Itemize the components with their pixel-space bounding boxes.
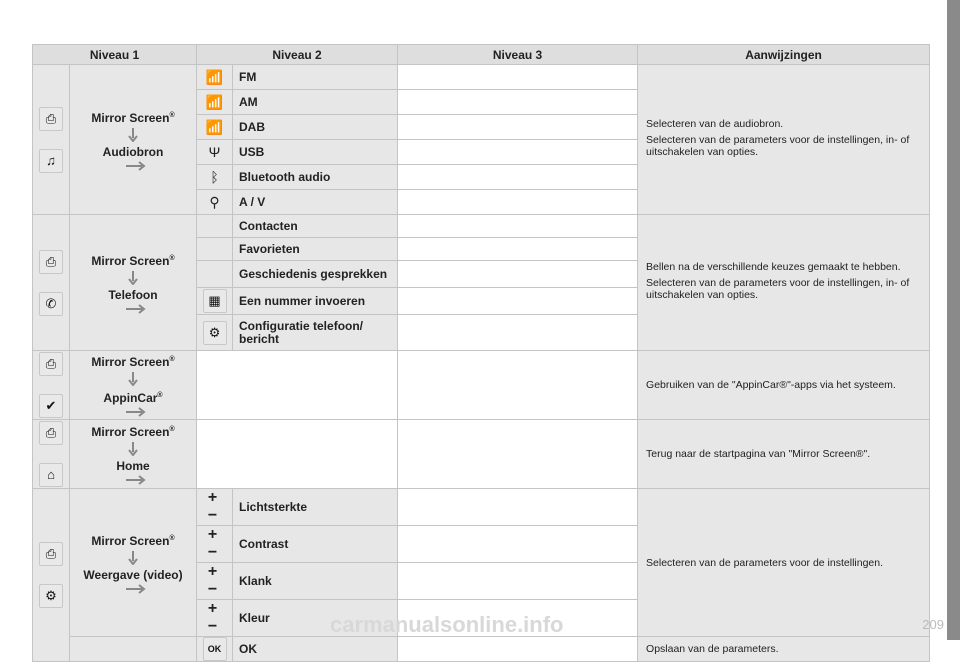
fm-icon: 📶 bbox=[197, 65, 233, 90]
level3-empty bbox=[398, 563, 638, 600]
home-level1 bbox=[70, 420, 197, 489]
item-fm: FM bbox=[233, 65, 398, 90]
level3-empty bbox=[398, 140, 638, 165]
display-icons bbox=[33, 489, 70, 662]
item-nummer-invoeren: Een nummer invoeren bbox=[233, 288, 398, 315]
item-klank: Klank bbox=[233, 563, 398, 600]
home-icons bbox=[33, 420, 70, 489]
display-note: Selecteren van de parameters voor de instellingen. bbox=[638, 489, 930, 637]
audio-level1 bbox=[70, 65, 197, 215]
plus-minus-icon: + − bbox=[197, 600, 233, 637]
appincar-icons bbox=[33, 351, 70, 420]
level3-empty bbox=[398, 238, 638, 261]
keypad-icon: ▦ bbox=[203, 289, 227, 313]
reg-mark: ® bbox=[169, 356, 175, 363]
item-contrast: Contrast bbox=[233, 526, 398, 563]
level3-empty bbox=[398, 351, 638, 420]
ok-cell bbox=[197, 637, 233, 662]
level2-empty bbox=[197, 420, 398, 489]
home-note: Terug naar de startpagina van "Mirror Screen®". bbox=[638, 420, 930, 489]
item-kleur: Kleur bbox=[233, 600, 398, 637]
level3-empty bbox=[398, 637, 638, 662]
level3-empty bbox=[398, 65, 638, 90]
watermark: carmanualsonline.info bbox=[330, 612, 564, 637]
dab-icon: 📶 bbox=[197, 115, 233, 140]
mirror-screen-icon: ⎙ bbox=[39, 107, 63, 131]
mirror-screen-icon: ⎙ bbox=[39, 352, 63, 376]
arrow-right-icon bbox=[126, 304, 146, 314]
phone-sub-label: Telefoon bbox=[108, 287, 158, 302]
level3-empty bbox=[398, 526, 638, 563]
header-niveau-3: Niveau 3 bbox=[398, 45, 638, 65]
item-bluetooth-audio: Bluetooth audio bbox=[233, 165, 398, 190]
level2-icon-empty bbox=[197, 238, 233, 261]
mirror-screen-label: Mirror Screen bbox=[91, 533, 170, 548]
reg-mark: ® bbox=[169, 254, 175, 262]
music-note-icon: ♫ bbox=[39, 149, 63, 173]
appincar-level1 bbox=[70, 351, 197, 420]
settings-cell bbox=[197, 315, 233, 351]
bluetooth-icon: ᛒ bbox=[197, 165, 233, 190]
item-ok: OK bbox=[233, 637, 398, 662]
arrow-down-icon bbox=[128, 271, 138, 285]
ok-note: Opslaan van de parameters. bbox=[638, 637, 930, 662]
mirror-screen-label: Mirror Screen bbox=[91, 110, 170, 125]
arrow-down-icon bbox=[128, 128, 138, 142]
menu-table bbox=[32, 44, 930, 662]
item-am: AM bbox=[233, 90, 398, 115]
reg-mark: ® bbox=[169, 534, 175, 542]
level3-empty bbox=[398, 489, 638, 526]
arrow-down-icon bbox=[128, 442, 138, 456]
appincar-note: Gebruiken van de "AppinCar®"-apps via het systeem. bbox=[638, 351, 930, 420]
phone-note bbox=[638, 215, 930, 351]
item-geschiedenis: Geschiedenis gesprekken bbox=[233, 261, 398, 288]
arrow-right-icon bbox=[126, 407, 146, 417]
item-usb: USB bbox=[233, 140, 398, 165]
page-edge-tab bbox=[947, 0, 960, 640]
level3-empty bbox=[398, 190, 638, 215]
phone-icon: ✆ bbox=[39, 292, 63, 316]
display-sub-label: Weergave (video) bbox=[83, 567, 183, 582]
arrow-down-icon bbox=[128, 551, 138, 565]
reg-mark: ® bbox=[169, 111, 175, 119]
home-icon: ⌂ bbox=[39, 463, 63, 487]
check-icon: ✔ bbox=[39, 394, 63, 418]
mirror-screen-icon: ⎙ bbox=[39, 421, 63, 445]
level3-empty bbox=[398, 165, 638, 190]
arrow-right-icon bbox=[126, 584, 146, 594]
level3-empty bbox=[398, 288, 638, 315]
level2-icon-empty bbox=[197, 215, 233, 238]
audio-note-line-1: Selecteren van de audiobron. bbox=[646, 117, 784, 130]
mirror-screen-label: Mirror Screen bbox=[91, 253, 170, 268]
arrow-right-icon bbox=[126, 475, 146, 485]
ok-icon: OK bbox=[203, 637, 227, 661]
item-lichtsterkte: Lichtsterkte bbox=[233, 489, 398, 526]
mirror-screen-icon: ⎙ bbox=[39, 542, 63, 566]
display-level1 bbox=[70, 489, 197, 637]
phone-level1 bbox=[70, 215, 197, 351]
level3-empty bbox=[398, 420, 638, 489]
mirror-screen-label: Mirror Screen bbox=[91, 355, 170, 369]
level2-empty bbox=[197, 351, 398, 420]
header-niveau-1: Niveau 1 bbox=[33, 45, 197, 65]
am-icon: 📶 bbox=[197, 90, 233, 115]
phone-note-line-1: Bellen na de verschillende keuzes gemaakt te hebben. bbox=[646, 260, 901, 273]
plus-minus-icon: + − bbox=[197, 563, 233, 600]
arrow-down-icon bbox=[128, 372, 138, 386]
item-av: A / V bbox=[233, 190, 398, 215]
av-jack-icon: ⚲ bbox=[197, 190, 233, 215]
item-favorieten: Favorieten bbox=[233, 238, 398, 261]
audio-note-line-2: Selecteren van de parameters voor de instellingen, in- of uitschakelen van opties. bbox=[646, 133, 910, 158]
plus-minus-icon: + − bbox=[197, 526, 233, 563]
mirror-screen-label: Mirror Screen bbox=[91, 425, 170, 439]
mirror-screen-icon: ⎙ bbox=[39, 250, 63, 274]
header-aanwijzingen: Aanwijzingen bbox=[638, 45, 930, 65]
settings-icon: ⚙ bbox=[203, 321, 227, 345]
level1-empty bbox=[70, 637, 197, 662]
home-sub-label: Home bbox=[116, 459, 150, 473]
phone-icons bbox=[33, 215, 70, 351]
level3-empty bbox=[398, 90, 638, 115]
level3-empty bbox=[398, 261, 638, 288]
level3-empty bbox=[398, 215, 638, 238]
audio-note bbox=[638, 65, 930, 215]
plus-minus-icon: + − bbox=[197, 489, 233, 526]
reg-mark: ® bbox=[157, 392, 163, 399]
reg-mark: ® bbox=[169, 426, 175, 433]
arrow-right-icon bbox=[126, 161, 146, 171]
item-dab: DAB bbox=[233, 115, 398, 140]
phone-note-line-2: Selecteren van de parameters voor de instellingen, in- of uitschakelen van opties. bbox=[646, 276, 910, 301]
level3-empty bbox=[398, 115, 638, 140]
keypad-cell bbox=[197, 288, 233, 315]
item-configuratie: Configuratie telefoon/ bericht bbox=[233, 315, 398, 351]
audio-icons bbox=[33, 65, 70, 215]
level2-icon-empty bbox=[197, 261, 233, 288]
header-niveau-2: Niveau 2 bbox=[197, 45, 398, 65]
usb-icon: Ψ bbox=[197, 140, 233, 165]
page-number: 209 bbox=[922, 617, 944, 632]
level3-empty bbox=[398, 315, 638, 351]
appincar-sub-label: AppinCar bbox=[103, 391, 158, 405]
settings-icon: ⚙ bbox=[39, 584, 63, 608]
item-contacten: Contacten bbox=[233, 215, 398, 238]
audio-sub-label: Audiobron bbox=[102, 144, 164, 159]
